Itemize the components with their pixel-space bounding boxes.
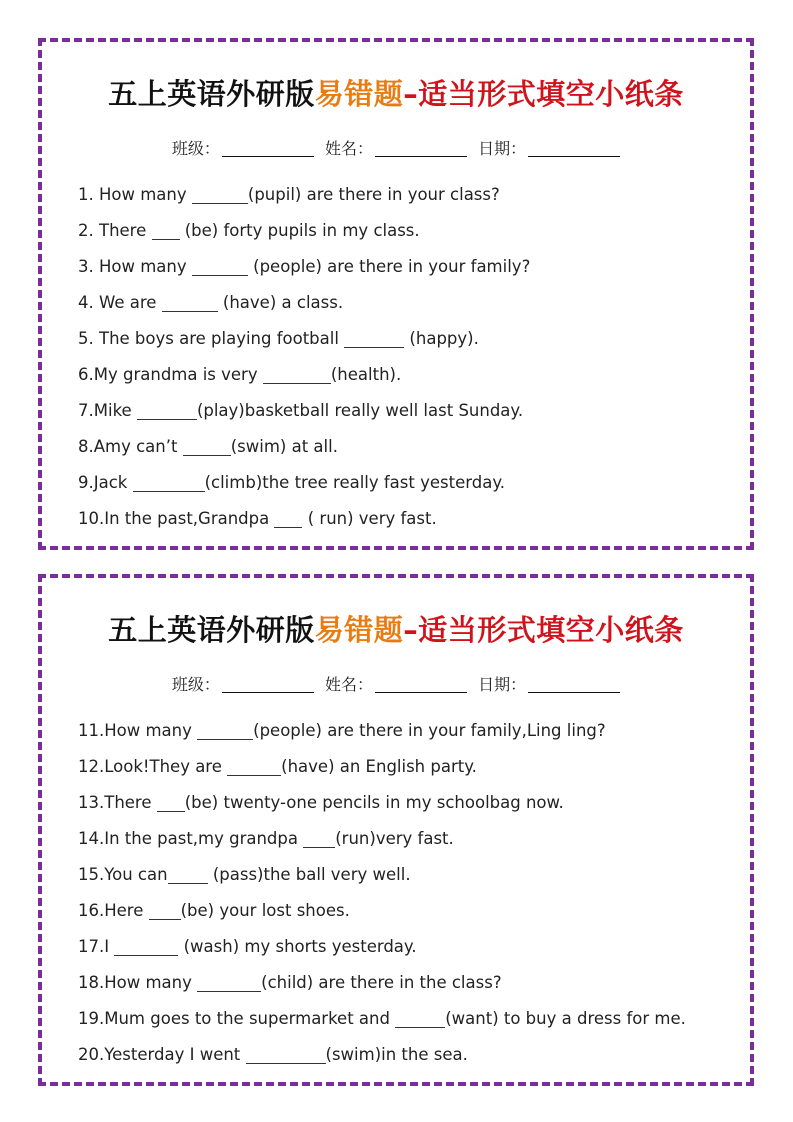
question-text: (health). — [330, 365, 402, 384]
question-text: ( run) very fast. — [302, 509, 437, 528]
question-text: (happy). — [404, 329, 479, 348]
question-item — [78, 899, 740, 935]
question-text: 13.There — [78, 793, 157, 812]
question-list — [78, 719, 740, 1079]
date-label: 日期： — [478, 139, 527, 158]
question-text: 17.I — [78, 937, 115, 956]
date-field — [478, 136, 620, 159]
class-field — [172, 136, 314, 159]
question-text: 5. The boys are playing football — [78, 329, 345, 348]
question-item — [78, 507, 740, 543]
question-item — [78, 1043, 740, 1079]
answer-blank[interactable] — [192, 185, 248, 204]
question-text: 8.Amy can’t — [78, 437, 183, 456]
name-label: 姓名： — [324, 139, 373, 158]
question-text: (be) your lost shoes. — [180, 901, 350, 920]
question-text: 18.How many — [78, 973, 198, 992]
answer-blank[interactable] — [192, 257, 248, 276]
question-text: (people) are there in your family,Ling ling? — [253, 721, 606, 740]
title-highlight: 易错题 — [314, 77, 404, 111]
question-text: (have) an English party. — [281, 757, 477, 776]
question-text: (child) are there in the class? — [261, 973, 502, 992]
answer-blank[interactable] — [395, 1009, 445, 1028]
question-item — [78, 435, 740, 471]
question-item — [78, 755, 740, 791]
question-item — [78, 399, 740, 435]
page-title — [42, 608, 750, 649]
class-blank[interactable] — [222, 692, 314, 693]
question-item — [78, 719, 740, 755]
name-label: 姓名： — [324, 675, 373, 694]
question-item — [78, 219, 740, 255]
question-text: 19.Mum goes to the supermarket and — [78, 1009, 396, 1028]
question-item — [78, 935, 740, 971]
date-blank[interactable] — [528, 156, 620, 157]
name-field — [325, 672, 467, 695]
name-blank[interactable] — [375, 156, 467, 157]
answer-blank[interactable] — [344, 329, 404, 348]
question-item — [78, 827, 740, 863]
answer-blank[interactable] — [137, 401, 197, 420]
date-label: 日期： — [478, 675, 527, 694]
title-highlight: 易错题 — [314, 613, 404, 647]
question-item — [78, 791, 740, 827]
class-blank[interactable] — [222, 156, 314, 157]
question-text: (run)very fast. — [335, 829, 454, 848]
answer-blank[interactable] — [227, 757, 281, 776]
answer-blank[interactable] — [274, 509, 302, 528]
answer-blank[interactable] — [303, 829, 335, 848]
question-item — [78, 863, 740, 899]
question-text: (be) twenty-one pencils in my schoolbag now. — [184, 793, 564, 812]
worksheet-card-2 — [38, 574, 754, 1086]
title-subtitle: –适当形式填空小纸条 — [403, 613, 684, 647]
name-blank[interactable] — [375, 692, 467, 693]
question-text: 3. How many — [78, 257, 192, 276]
question-text: (wash) my shorts yesterday. — [178, 937, 417, 956]
question-text: (want) to buy a dress for me. — [445, 1009, 686, 1028]
question-text: 4. We are — [78, 293, 162, 312]
answer-blank[interactable] — [197, 973, 261, 992]
title-subtitle: –适当形式填空小纸条 — [403, 77, 684, 111]
question-item — [78, 327, 740, 363]
question-text: 15.You can — [78, 865, 168, 884]
question-text: (play)basketball really well last Sunday. — [196, 401, 524, 420]
worksheet-card-1 — [38, 38, 754, 550]
question-text: 20.Yesterday I went — [78, 1045, 246, 1064]
class-label: 班级： — [171, 139, 220, 158]
question-item — [78, 971, 740, 1007]
page-title — [42, 72, 750, 113]
class-label: 班级： — [171, 675, 220, 694]
question-text: (pass)the ball very well. — [207, 865, 411, 884]
question-text: (climb)the tree really fast yesterday. — [204, 473, 505, 492]
question-text: 12.Look!They are — [78, 757, 228, 776]
question-text: 6.My grandma is very — [78, 365, 263, 384]
question-text: 11.How many — [78, 721, 198, 740]
title-main: 五上英语外研版 — [108, 77, 315, 111]
answer-blank[interactable] — [149, 901, 181, 920]
date-blank[interactable] — [528, 692, 620, 693]
question-item — [78, 471, 740, 507]
question-text: 14.In the past,my grandpa — [78, 829, 304, 848]
question-text: 1. How many — [78, 185, 192, 204]
question-text: (have) a class. — [217, 293, 344, 312]
name-field — [325, 136, 467, 159]
date-field — [478, 672, 620, 695]
question-text: (swim) at all. — [230, 437, 338, 456]
question-item — [78, 1007, 740, 1043]
class-field — [172, 672, 314, 695]
question-text: (swim)in the sea. — [325, 1045, 468, 1064]
question-text: 7.Mike — [78, 401, 137, 420]
answer-blank[interactable] — [157, 793, 185, 812]
answer-blank[interactable] — [183, 437, 231, 456]
question-text: 16.Here — [78, 901, 149, 920]
student-info-row — [42, 136, 750, 159]
question-text: 2. There — [78, 221, 152, 240]
question-item — [78, 183, 740, 219]
answer-blank[interactable] — [168, 865, 208, 884]
question-text: (pupil) are there in your class? — [247, 185, 500, 204]
question-text: 10.In the past,Grandpa — [78, 509, 275, 528]
answer-blank[interactable] — [114, 937, 178, 956]
question-item — [78, 291, 740, 327]
answer-blank[interactable] — [152, 221, 180, 240]
question-item — [78, 255, 740, 291]
answer-blank[interactable] — [133, 473, 205, 492]
question-text: (people) are there in your family? — [247, 257, 531, 276]
answer-blank[interactable] — [263, 365, 331, 384]
answer-blank[interactable] — [246, 1045, 326, 1064]
question-text: 9.Jack — [78, 473, 133, 492]
question-text: (be) forty pupils in my class. — [179, 221, 420, 240]
answer-blank[interactable] — [162, 293, 218, 312]
student-info-row — [42, 672, 750, 695]
answer-blank[interactable] — [197, 721, 253, 740]
question-list — [78, 183, 740, 543]
question-item — [78, 363, 740, 399]
title-main: 五上英语外研版 — [108, 613, 315, 647]
